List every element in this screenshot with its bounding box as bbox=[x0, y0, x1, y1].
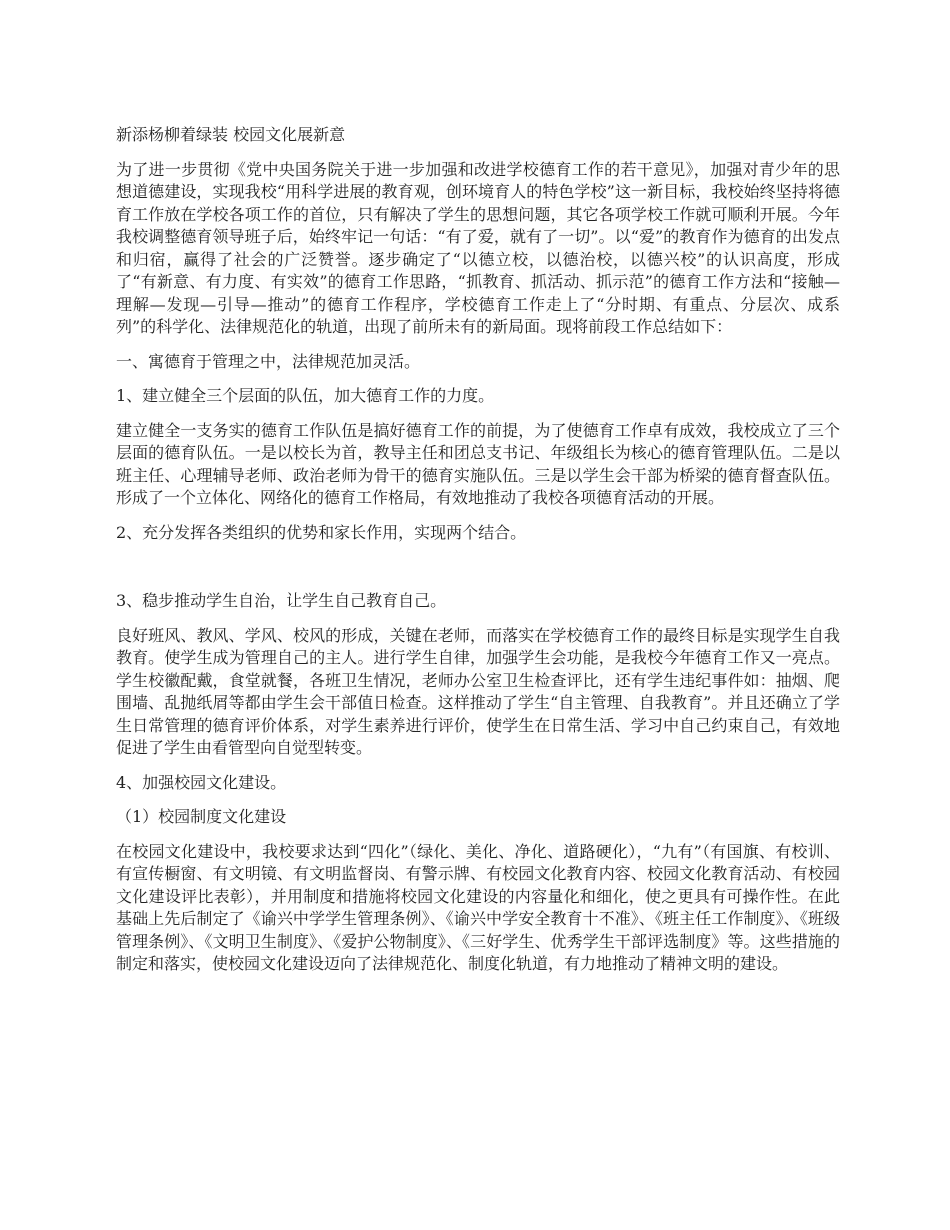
document-page bbox=[116, 124, 840, 988]
document-title: 新添杨柳着绿装 校园文化展新意 bbox=[116, 125, 346, 144]
item-2-heading: 2、充分发挥各类组织的优势和家长作用，实现两个结合。 bbox=[116, 522, 527, 542]
item-3-paragraph: 良好班风、教风、学风、校风的形成，关键在老师，而落实在学校德育工作的最终目标是实现学生自我教育。使学生成为管理自己的主人。进行学生自律，加强学生会功能，是我校今年德育工作又一亮点。学生校徽配戴，食堂就餐，各班卫生情况，老师办公室卫生检查评比，还有学生违纪事件如：抽烟、爬围墙、乱抛纸屑等都由学生会干部值日检查。这样推动了学生“自主管理、自我教育”。并且还确立了学生日常管理的德育评价体系，对学生素养进行评价，使学生在日常生活、学习中自己约束自己，有效地促进了学生由看管型向自觉型转变。 bbox=[116, 625, 840, 757]
sub-item-1-paragraph: 在校园文化建设中，我校要求达到“四化”（绿化、美化、净化、道路硬化），“九有”（有国旗、有校训、有宣传橱窗、有文明镜、有文明监督岗、有警示牌、有校园文化教育内容、校园文化教育活动、有校园文化建设评比表彰），并用制度和措施将校园文化建设的内容量化和细化，使之更具有可操作性。在此基础上先后制定了《谕兴中学学生管理条例》、《谕兴中学安全教育十不准》、《班主任工作制度》、《班级管理条例》、《文明卫生制度》、《爱护公物制度》、《三好学生、优秀学生干部评选制度》等。这些措施的制定和落实，使校园文化建设迈向了法律规范化、制度化轨道，有力地推动了精神文明的建设。 bbox=[116, 841, 840, 973]
item-1-paragraph: 建立健全一支务实的德育工作队伍是搞好德育工作的前提，为了使德育工作卓有成效，我校成立了三个层面的德育队伍。一是以校长为首，教导主任和团总支书记、年级组长为核心的德育管理队伍。二是以班主任、心理辅导老师、政治老师为骨干的德育实施队伍。三是以学生会干部为桥梁的德育督查队伍。形成了一个立体化、网络化的德育工作格局，有效地推动了我校各项德育活动的开展。 bbox=[116, 420, 840, 507]
sub-item-1-heading: （1）校园制度文化建设 bbox=[116, 807, 287, 826]
item-4-heading: 4、加强校园文化建设。 bbox=[116, 772, 287, 792]
blank-spacer bbox=[116, 556, 840, 590]
intro-paragraph: 为了进一步贯彻《党中央国务院关于进一步加强和改进学校德育工作的若干意见》，加强对青少年的思想道德建设，实现我校“用科学进展的教育观，创环境育人的特色学校”这一新目标，我校始终坚持将德育工作放在学校各项工作的首位，只有解决了学生的思想问题，其它各项学校工作就可顺利开展。今年我校调整德育领导班子后，始终牢记一句话：“有了爱，就有了一切”。以“爱”的教育作为德育的出发点和归宿，赢得了社会的广泛赞誉。逐步确定了“以德立校，以德治校，以德兴校”的认识高度，形成了“有新意、有力度、有实效”的德育工作思路，“抓教育、抓活动、抓示范”的德育工作方法和“接触—理解—发现—引导—推动”的德育工作程序，学校德育工作走上了“分时期、有重点、分层次、成系列”的科学化、法律规范化的轨道，出现了前所未有的新局面。现将前段工作总结如下： bbox=[116, 159, 840, 336]
item-3-heading: 3、稳步推动学生自治，让学生自己教育自己。 bbox=[116, 591, 447, 610]
section-1-heading: 一、寓德育于管理之中，法律规范加灵活。 bbox=[116, 351, 421, 371]
item-1-heading: 1、建立健全三个层面的队伍，加大德育工作的力度。 bbox=[116, 386, 495, 405]
